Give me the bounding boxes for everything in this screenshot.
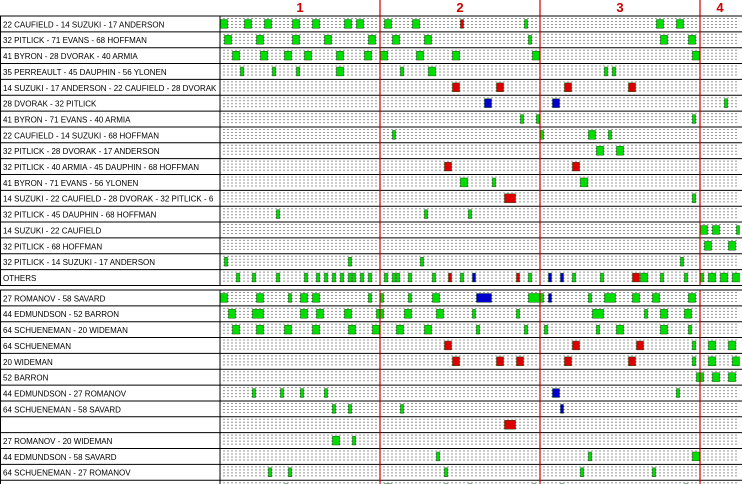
shift-mark xyxy=(421,257,424,266)
shift-mark xyxy=(369,35,376,44)
shift-mark xyxy=(293,35,300,44)
shift-mark xyxy=(701,226,708,235)
shift-mark xyxy=(373,325,380,334)
shift-mark xyxy=(485,99,492,108)
shift-mark xyxy=(561,404,564,413)
shift-mark xyxy=(325,35,332,44)
shift-mark xyxy=(637,341,644,350)
shift-mark xyxy=(453,83,460,92)
shift-mark xyxy=(693,51,700,60)
shift-mark xyxy=(393,35,400,44)
shift-mark xyxy=(257,294,264,303)
shift-mark xyxy=(277,273,280,282)
shift-mark xyxy=(253,389,256,398)
shift-mark xyxy=(313,20,320,29)
shift-mark xyxy=(325,389,328,398)
shift-mark xyxy=(221,20,228,29)
shift-mark xyxy=(661,309,668,318)
shift-mark xyxy=(533,51,540,60)
line-label: 32 PITLICK - 40 ARMIA - 45 DAUPHIN - 68 HOFFMAN xyxy=(3,163,200,172)
shift-mark xyxy=(633,273,640,282)
shift-mark xyxy=(225,35,232,44)
shift-mark xyxy=(393,273,396,282)
shift-mark xyxy=(281,389,284,398)
shift-mark xyxy=(425,325,432,334)
shift-mark xyxy=(517,273,520,282)
shift-mark xyxy=(677,389,680,398)
shift-mark xyxy=(609,130,612,139)
shift-mark xyxy=(305,51,312,60)
shift-mark xyxy=(365,51,372,60)
shift-mark xyxy=(605,67,608,76)
shift-mark xyxy=(693,115,696,124)
shift-mark xyxy=(349,325,356,334)
shift-mark xyxy=(273,67,276,76)
shift-mark xyxy=(589,294,592,303)
shift-mark xyxy=(289,468,292,477)
shift-mark xyxy=(713,226,720,235)
shift-mark xyxy=(477,325,480,334)
shift-mark xyxy=(317,273,320,282)
shift-mark xyxy=(565,357,572,366)
shift-mark xyxy=(449,273,452,282)
shift-mark xyxy=(541,130,544,139)
shift-mark xyxy=(285,325,292,334)
shift-mark xyxy=(453,51,460,60)
shift-mark xyxy=(349,273,352,282)
shift-mark xyxy=(229,309,236,318)
shift-mark xyxy=(401,404,404,413)
line-label: 32 PITLICK - 28 DVORAK - 17 ANDERSON xyxy=(3,147,160,157)
shift-mark xyxy=(425,210,428,219)
shift-mark xyxy=(333,404,336,413)
shift-mark xyxy=(633,294,640,303)
shift-mark xyxy=(397,273,400,282)
shift-mark xyxy=(221,294,228,303)
shift-mark xyxy=(581,178,588,187)
shift-mark xyxy=(701,273,704,282)
shift-mark xyxy=(237,273,240,282)
shift-mark xyxy=(445,162,452,171)
shift-mark xyxy=(433,294,440,303)
shift-mark xyxy=(693,341,696,350)
shift-mark xyxy=(689,294,696,303)
line-label: 22 CAUFIELD - 14 SUZUKI - 68 HOFFMAN xyxy=(3,131,160,141)
shift-mark xyxy=(685,309,692,318)
shift-mark xyxy=(505,420,516,429)
shift-mark xyxy=(257,325,264,334)
shift-mark xyxy=(437,309,444,318)
shift-mark xyxy=(453,357,460,366)
shift-mark xyxy=(553,389,560,398)
shift-mark xyxy=(565,83,572,92)
shift-mark xyxy=(341,273,344,282)
shift-mark xyxy=(597,325,600,334)
line-label: 44 EDMUNDSON - 27 ROMANOV xyxy=(3,389,127,399)
shift-mark xyxy=(573,273,576,282)
shift-mark xyxy=(385,20,392,29)
shift-mark xyxy=(433,273,436,282)
line-label: 52 BARRON xyxy=(3,373,49,383)
shift-mark xyxy=(497,83,504,92)
shift-mark xyxy=(677,20,684,29)
shift-mark xyxy=(345,309,352,318)
shift-mark xyxy=(393,130,396,139)
line-label: 44 EDMUNDSON - 52 BARRON xyxy=(3,310,120,320)
shift-mark xyxy=(729,241,736,250)
shift-mark xyxy=(437,452,440,461)
shift-mark xyxy=(693,194,696,203)
shift-mark xyxy=(629,357,636,366)
line-label: 32 PITLICK - 68 HOFFMAN xyxy=(3,242,103,252)
shift-mark xyxy=(361,273,364,282)
shift-mark xyxy=(469,210,472,219)
shift-mark xyxy=(733,273,740,282)
shift-mark xyxy=(369,294,372,303)
line-label: 27 ROMANOV - 20 WIDEMAN xyxy=(3,437,113,446)
shift-mark xyxy=(661,325,668,334)
shift-mark xyxy=(241,67,244,76)
shift-mark xyxy=(505,194,516,203)
shift-mark xyxy=(549,294,552,303)
shift-mark xyxy=(381,294,384,303)
shift-mark xyxy=(289,294,292,303)
shift-mark xyxy=(325,273,328,282)
shift-mark xyxy=(525,20,528,29)
line-label: 28 DVORAK - 32 PITLICK xyxy=(3,99,97,109)
shift-mark xyxy=(313,325,320,334)
shift-mark xyxy=(517,309,520,318)
line-label: 41 BYRON - 71 EVANS - 56 YLONEN xyxy=(3,178,139,188)
shift-mark xyxy=(689,35,696,44)
shift-mark xyxy=(573,162,580,171)
shift-mark xyxy=(601,273,604,282)
shift-mark xyxy=(253,309,264,318)
shift-mark xyxy=(353,273,356,282)
line-label: 64 SCHUENEMAN - 58 SAVARD xyxy=(3,405,121,415)
shift-mark xyxy=(561,273,564,282)
shift-mark xyxy=(729,373,736,382)
period-label: 1 xyxy=(296,0,304,15)
period-label: 4 xyxy=(716,0,724,15)
shift-mark xyxy=(293,20,300,29)
shift-mark xyxy=(413,20,420,29)
shift-mark xyxy=(589,452,592,461)
line-label: 41 BYRON - 71 EVANS - 40 ARMIA xyxy=(3,115,131,125)
shift-mark xyxy=(689,325,692,334)
shift-mark xyxy=(337,51,344,60)
shift-mark xyxy=(445,468,448,477)
shift-mark xyxy=(733,357,740,366)
line-label: 41 BYRON - 28 DVORAK - 40 ARMIA xyxy=(3,52,138,62)
shift-mark xyxy=(445,341,452,350)
shift-mark xyxy=(349,404,352,413)
shift-mark xyxy=(553,99,560,108)
shift-mark xyxy=(525,325,528,334)
shift-mark xyxy=(353,436,356,445)
shift-mark xyxy=(245,20,252,29)
line-label: 14 SUZUKI - 22 CAUFIELD - 28 DVORAK - 32 PITLICK - 6 xyxy=(3,194,214,204)
shift-mark xyxy=(345,20,352,29)
shift-mark xyxy=(657,20,664,29)
shift-mark xyxy=(653,468,656,477)
shift-mark xyxy=(301,389,304,398)
shift-mark xyxy=(301,294,308,303)
line-label: 22 CAUFIELD - 14 SUZUKI - 17 ANDERSON xyxy=(3,20,165,30)
shift-mark xyxy=(297,67,300,76)
shift-mark xyxy=(653,294,660,303)
shift-mark xyxy=(369,273,372,282)
shift-mark xyxy=(713,373,720,382)
shift-mark xyxy=(617,146,624,155)
shift-mark xyxy=(709,357,716,366)
shift-mark xyxy=(521,115,524,124)
shift-mark xyxy=(661,35,668,44)
shift-mark xyxy=(473,273,476,282)
line-label: 32 PITLICK - 45 DAUPHIN - 68 HOFFMAN xyxy=(3,210,157,220)
shift-mark xyxy=(597,146,604,155)
shift-mark xyxy=(333,273,336,282)
shift-mark xyxy=(685,273,688,282)
shift-mark xyxy=(641,273,648,282)
shift-mark xyxy=(461,20,464,29)
line-label: 64 SCHUENEMAN - 27 ROMANOV xyxy=(3,468,131,478)
line-label: 32 PITLICK - 71 EVANS - 68 HOFFMAN xyxy=(3,36,147,46)
shift-mark xyxy=(333,436,340,445)
shift-mark xyxy=(425,35,432,44)
shift-mark xyxy=(233,51,240,60)
shift-mark xyxy=(537,115,540,124)
shift-mark xyxy=(549,273,552,282)
shift-mark xyxy=(681,257,684,266)
shift-mark xyxy=(617,325,624,334)
shift-mark xyxy=(693,452,700,461)
shift-mark xyxy=(473,309,476,318)
shift-mark xyxy=(545,325,548,334)
shift-mark xyxy=(461,178,468,187)
shift-mark xyxy=(337,67,344,76)
line-label: 14 SUZUKI - 22 CAUFIELD xyxy=(3,226,102,236)
line-label: 32 PITLICK - 14 SUZUKI - 17 ANDERSON xyxy=(3,258,156,268)
shift-mark xyxy=(305,273,308,282)
shift-mark xyxy=(417,51,424,60)
shift-mark xyxy=(573,341,580,350)
shift-mark xyxy=(257,35,264,44)
shift-mark xyxy=(729,341,736,350)
shift-mark xyxy=(605,294,616,303)
shift-mark xyxy=(589,130,596,139)
shift-mark xyxy=(613,67,616,76)
shift-mark xyxy=(285,51,292,60)
shift-mark xyxy=(357,20,364,29)
shift-mark xyxy=(313,294,320,303)
shift-mark xyxy=(397,325,404,334)
line-label: 44 EDMUNDSON - 58 SAVARD xyxy=(3,452,117,462)
shift-mark xyxy=(581,468,584,477)
shift-mark xyxy=(277,210,280,219)
shift-mark xyxy=(517,357,524,366)
shift-mark xyxy=(409,294,412,303)
line-label: 20 WIDEMAN xyxy=(3,357,53,367)
shift-mark xyxy=(409,273,412,282)
line-label: 35 PERREAULT - 45 DAUPHIN - 56 YLONEN xyxy=(3,67,167,77)
shift-mark xyxy=(405,309,412,318)
shift-mark xyxy=(269,468,272,477)
shift-mark xyxy=(721,273,728,282)
shift-mark xyxy=(317,309,324,318)
shift-mark xyxy=(709,273,716,282)
shift-mark xyxy=(629,83,636,92)
line-label: 14 SUZUKI - 17 ANDERSON - 22 CAUFIELD - 28 DVORAK xyxy=(3,83,217,93)
shift-mark xyxy=(497,357,504,366)
period-label: 2 xyxy=(456,0,464,15)
shift-mark xyxy=(709,341,716,350)
shift-mark xyxy=(301,309,308,318)
line-label: OTHERS xyxy=(3,273,37,283)
shift-mark xyxy=(225,257,228,266)
shift-mark xyxy=(253,273,256,282)
shift-mark xyxy=(529,294,544,303)
line-label: 27 ROMANOV - 58 SAVARD xyxy=(3,294,106,304)
shift-mark xyxy=(693,357,696,366)
shift-mark xyxy=(429,67,436,76)
shift-mark xyxy=(385,273,388,282)
shift-mark xyxy=(725,99,728,108)
period-label: 3 xyxy=(616,0,624,15)
line-label: 64 SCHUENEMAN xyxy=(3,341,72,351)
shift-mark xyxy=(461,273,464,282)
shift-mark xyxy=(493,178,496,187)
shift-mark xyxy=(645,309,648,318)
shift-mark xyxy=(349,257,352,266)
shift-mark xyxy=(233,325,240,334)
shift-mark xyxy=(529,35,532,44)
shift-mark xyxy=(529,273,532,282)
shift-mark xyxy=(265,20,272,29)
shift-mark xyxy=(661,273,664,282)
shift-mark xyxy=(737,226,740,235)
shift-mark xyxy=(401,67,404,76)
shift-mark xyxy=(477,294,492,303)
shift-mark xyxy=(381,51,388,60)
shift-mark xyxy=(261,51,268,60)
shift-mark xyxy=(593,309,604,318)
shift-mark xyxy=(705,241,712,250)
line-label: 64 SCHUENEMAN - 20 WIDEMAN xyxy=(3,326,128,336)
